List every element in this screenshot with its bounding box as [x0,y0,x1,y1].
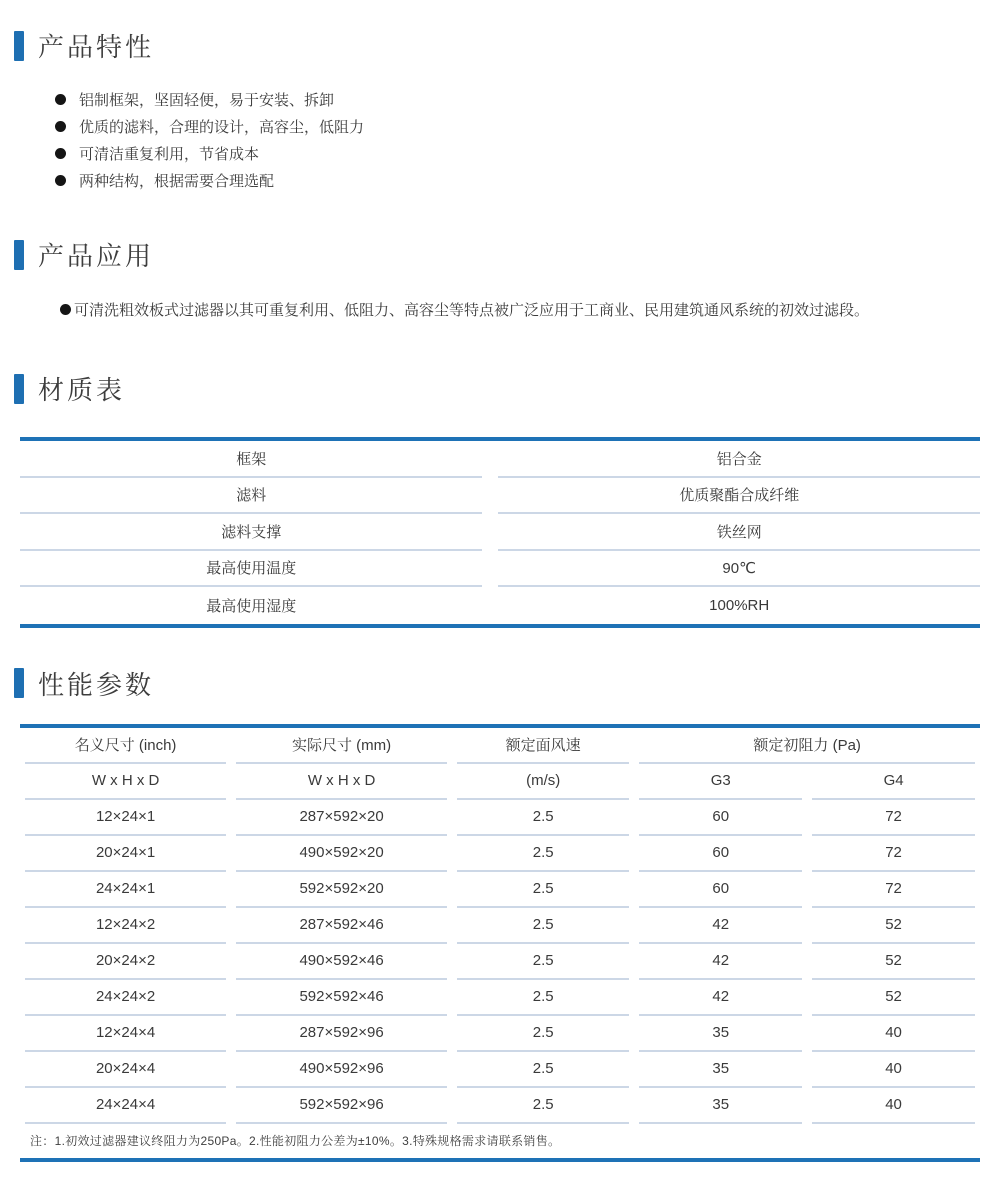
bullet-icon [55,94,66,105]
table-row [20,944,980,980]
material-label: 滤料 [20,478,482,515]
cell-g3: 35 [639,1088,802,1124]
column-subheader: W x H x D [25,764,226,800]
list-item [55,86,1000,113]
column-subheader: G3 [639,764,802,800]
table-row [20,1088,980,1124]
cell-actual-size: 287×592×20 [236,800,447,836]
column-subheader: G4 [812,764,975,800]
table-row [20,587,980,624]
list-item [55,113,1000,140]
cell-face-velocity: 2.5 [457,800,629,836]
bullet-icon [55,148,66,159]
section-title-performance: 性能参数 [38,669,155,700]
cell-g3: 60 [639,800,802,836]
cell-nominal-size: 24×24×1 [25,872,226,908]
table-row [20,441,980,478]
cell-face-velocity: 2.5 [457,1016,629,1052]
cell-face-velocity: 2.5 [457,944,629,980]
material-value: 90℃ [498,551,980,588]
table-row [20,478,980,515]
cell-face-velocity: 2.5 [457,836,629,872]
column-subheader: (m/s) [457,764,629,800]
cell-actual-size: 287×592×96 [236,1016,447,1052]
table-row [20,872,980,908]
material-label: 最高使用温度 [20,551,482,588]
table-row [20,836,980,872]
cell-nominal-size: 24×24×2 [25,980,226,1016]
application-text: 可清洗粗效板式过滤器以其可重复利用、低阻力、高容尘等特点被广泛应用于工商业、民用建筑通风系统的初效过滤段。 [74,302,870,319]
bullet-icon [55,121,66,132]
list-item [55,167,1000,194]
section-header-features [14,27,1000,64]
cell-nominal-size: 12×24×1 [25,800,226,836]
cell-face-velocity: 2.5 [457,908,629,944]
table-row [20,980,980,1016]
accent-bar-icon [14,668,24,698]
material-value: 100%RH [709,596,770,614]
section-title-materials: 材质表 [38,375,126,405]
cell-g3: 60 [639,872,802,908]
table-row [20,1016,980,1052]
section-header-application [14,236,1000,273]
cell-g4: 72 [812,836,975,872]
cell-g3: 42 [639,980,802,1016]
cell-nominal-size: 12×24×2 [25,908,226,944]
table-row [20,551,980,588]
cell-nominal-size: 12×24×4 [25,1016,226,1052]
section-header-performance [14,665,1000,702]
cell-face-velocity: 2.5 [457,1052,629,1088]
bullet-icon [60,304,71,315]
accent-bar-icon [14,31,24,61]
section-header-materials [14,370,1000,407]
cell-g4: 40 [812,1088,975,1124]
column-header: 额定初阻力 (Pa) [639,728,975,764]
cell-g4: 52 [812,908,975,944]
table-row [20,908,980,944]
column-subheader: W x H x D [236,764,447,800]
list-item [55,140,1000,167]
accent-bar-icon [14,240,24,270]
cell-g4: 72 [812,800,975,836]
material-label: 框架 [20,441,482,478]
cell-g4: 52 [812,944,975,980]
cell-actual-size: 490×592×20 [236,836,447,872]
cell-face-velocity: 2.5 [457,980,629,1016]
cell-actual-size: 490×592×96 [236,1052,447,1088]
table-note-row [20,1124,980,1158]
feature-text: 优质的滤料，合理的设计，高容尘，低阻力 [79,119,365,136]
cell-face-velocity: 2.5 [457,872,629,908]
column-header: 实际尺寸 (mm) [236,728,447,764]
cell-g3: 42 [639,944,802,980]
footnote-text: 注：1.初效过滤器建议终阻力为250Pa。2.性能初阻力公差为±10%。3.特殊规格需求请联系销售。 [30,1134,561,1148]
feature-text: 两种结构，根据需要合理选配 [79,173,275,190]
cell-g3: 35 [639,1016,802,1052]
cell-actual-size: 287×592×46 [236,908,447,944]
feature-list [55,86,1000,194]
table-row [20,800,980,836]
column-header: 名义尺寸 (inch) [25,728,226,764]
cell-nominal-size: 24×24×4 [25,1088,226,1124]
cell-g3: 42 [639,908,802,944]
cell-g4: 72 [812,872,975,908]
material-value: 铁丝网 [498,514,980,551]
column-header: 额定面风速 [457,728,629,764]
cell-nominal-size: 20×24×4 [25,1052,226,1088]
feature-text: 铝制框架，坚固轻便，易于安装、拆卸 [79,92,335,109]
table-row [20,1052,980,1088]
cell-face-velocity: 2.5 [457,1088,629,1124]
cell-g3: 60 [639,836,802,872]
accent-bar-icon [14,374,24,404]
cell-actual-size: 490×592×46 [236,944,447,980]
table-row [20,514,980,551]
cell-actual-size: 592×592×96 [236,1088,447,1124]
cell-nominal-size: 20×24×2 [25,944,226,980]
feature-text: 可清洁重复利用，节省成本 [79,146,260,163]
cell-nominal-size: 20×24×1 [25,836,226,872]
bullet-icon [55,175,66,186]
material-value: 优质聚酯合成纤维 [498,478,980,515]
cell-g4: 40 [812,1052,975,1088]
material-value: 铝合金 [498,441,980,478]
cell-actual-size: 592×592×46 [236,980,447,1016]
cell-g4: 52 [812,980,975,1016]
materials-table [20,437,980,628]
material-label: 滤料支撑 [20,514,482,551]
cell-g4: 40 [812,1016,975,1052]
cell-g3: 35 [639,1052,802,1088]
cell-actual-size: 592×592×20 [236,872,447,908]
table-subheader-row [20,764,980,800]
performance-table [20,724,980,1162]
section-title-application: 产品应用 [38,241,155,271]
material-label: 最高使用湿度 [206,597,297,615]
table-header-row [20,728,980,764]
section-title-features: 产品特性 [38,32,155,62]
application-text-line [60,296,1000,323]
